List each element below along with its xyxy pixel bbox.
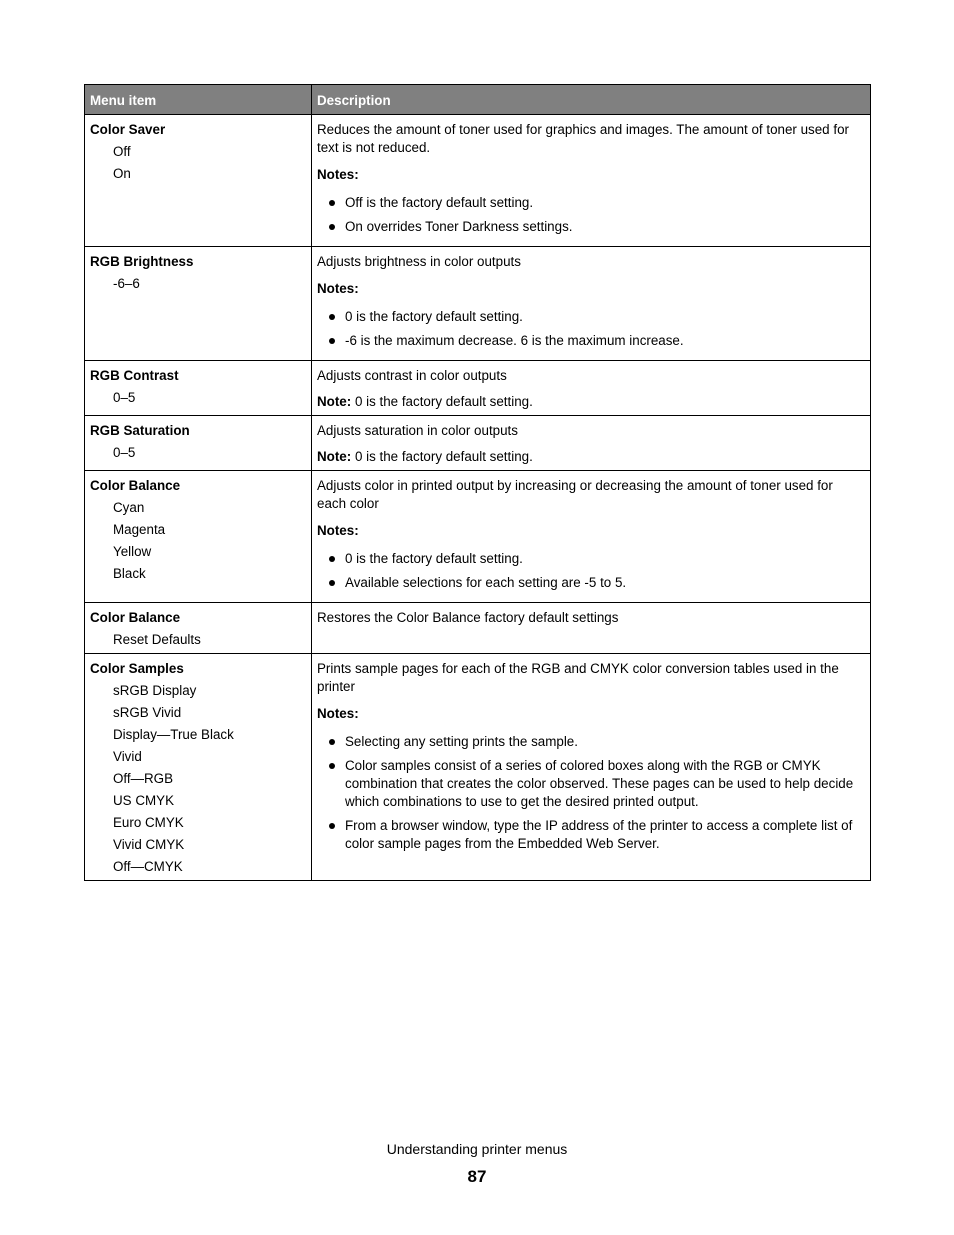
- menu-item-title: Color Saver: [90, 122, 166, 137]
- description-cell: [312, 416, 871, 471]
- description-cell: [312, 471, 871, 603]
- menu-item-title: Color Samples: [90, 661, 184, 676]
- footer-section-title: Understanding printer menus: [386, 1141, 568, 1157]
- menu-item-option: US CMYK: [113, 793, 175, 808]
- menu-item-title: RGB Contrast: [90, 368, 179, 383]
- bullet-dot-icon: [329, 580, 335, 586]
- menu-item-option: Magenta: [113, 522, 166, 537]
- menu-item-cell: [85, 471, 312, 603]
- description-text: Prints sample pages for each of the RGB and CMYK color conversion tables used in the printer: [317, 661, 839, 694]
- description-text: Adjusts contrast in color outputs: [317, 368, 507, 383]
- menu-item-option: Off—CMYK: [113, 859, 183, 874]
- note-text: Selecting any setting prints the sample.: [345, 734, 578, 749]
- menu-item-title: Color Balance: [90, 478, 181, 493]
- description-text: Reduces the amount of toner used for graphics and images. The amount of toner used for text is not reduced.: [317, 122, 849, 155]
- menu-item-cell: [85, 654, 312, 881]
- table-row: [85, 654, 871, 881]
- notes-list: [317, 194, 865, 236]
- menu-item-option: Vivid CMYK: [113, 837, 185, 852]
- menu-item-title: Color Balance: [90, 610, 181, 625]
- menu-item-title: RGB Saturation: [90, 423, 190, 438]
- description-cell: [312, 361, 871, 416]
- notes-list: [317, 733, 865, 853]
- header-menu-item: Menu item: [85, 85, 312, 115]
- menu-item-cell: [85, 115, 312, 247]
- note-inline: [317, 393, 865, 411]
- description-text: Restores the Color Balance factory default settings: [317, 610, 619, 625]
- note-text: Color samples consist of a series of colored boxes along with the RGB or CMYK combination that creates the color observed. These pages can be used to help decide which combinations to use to get the desired printed output.: [345, 758, 854, 809]
- description-text: Adjusts brightness in color outputs: [317, 254, 521, 269]
- description-cell: [312, 247, 871, 361]
- menu-item-option: Reset Defaults: [113, 632, 201, 647]
- bullet-dot-icon: [329, 200, 335, 206]
- bullet-dot-icon: [329, 823, 335, 829]
- note-inline: [317, 448, 865, 466]
- notes-list: [317, 550, 865, 592]
- menu-item-cell: [85, 416, 312, 471]
- bullet-dot-icon: [329, 338, 335, 344]
- menu-item-option: sRGB Display: [113, 683, 197, 698]
- note-text: 0 is the factory default setting.: [351, 449, 533, 464]
- note-label: Note:: [317, 449, 352, 464]
- menu-table: [84, 84, 871, 881]
- bullet-dot-icon: [329, 763, 335, 769]
- note-text: 0 is the factory default setting.: [351, 394, 533, 409]
- menu-item-option: Display—True Black: [113, 727, 234, 742]
- description-cell: [312, 115, 871, 247]
- note-text: Off is the factory default setting.: [345, 195, 534, 210]
- bullet-dot-icon: [329, 314, 335, 320]
- note-bullet: [317, 757, 865, 811]
- menu-item-option: Off—RGB: [113, 771, 174, 786]
- notes-list: [317, 308, 865, 350]
- table-row: [85, 115, 871, 247]
- table-row: [85, 603, 871, 654]
- menu-item-option: Black: [113, 566, 146, 581]
- menu-item-option: Euro CMYK: [113, 815, 184, 830]
- menu-item-option: On: [113, 166, 131, 181]
- note-bullet: [317, 550, 865, 568]
- table-row: [85, 247, 871, 361]
- table-row: [85, 416, 871, 471]
- note-text: -6 is the maximum decrease. 6 is the maximum increase.: [345, 333, 684, 348]
- menu-item-option: sRGB Vivid: [113, 705, 182, 720]
- bullet-dot-icon: [329, 224, 335, 230]
- bullet-dot-icon: [329, 739, 335, 745]
- menu-item-option: Cyan: [113, 500, 145, 515]
- notes-label: Notes:: [317, 523, 359, 538]
- menu-item-cell: [85, 247, 312, 361]
- menu-item-option: 0–5: [113, 390, 136, 405]
- note-bullet: [317, 817, 865, 853]
- note-text: Available selections for each setting are -5 to 5.: [345, 575, 627, 590]
- note-text: From a browser window, type the IP address of the printer to access a complete list of color sample pages from the Embedded Web Server.: [345, 818, 853, 851]
- notes-label: Notes:: [317, 281, 359, 296]
- note-bullet: [317, 574, 865, 592]
- bullet-dot-icon: [329, 556, 335, 562]
- note-bullet: [317, 308, 865, 326]
- note-bullet: [317, 733, 865, 751]
- page-number: 87: [467, 1167, 487, 1186]
- menu-item-option: 0–5: [113, 445, 136, 460]
- menu-item-option: Off: [113, 144, 131, 159]
- note-text: 0 is the factory default setting.: [345, 551, 523, 566]
- description-text: Adjusts color in printed output by increasing or decreasing the amount of toner used for each color: [317, 478, 833, 511]
- description-cell: [312, 603, 871, 654]
- table-row: [85, 471, 871, 603]
- note-text: 0 is the factory default setting.: [345, 309, 523, 324]
- note-label: Note:: [317, 394, 352, 409]
- note-bullet: [317, 332, 865, 350]
- table-row: [85, 361, 871, 416]
- note-bullet: [317, 194, 865, 212]
- menu-item-option: -6–6: [113, 276, 140, 291]
- menu-item-title: RGB Brightness: [90, 254, 194, 269]
- menu-item-option: Yellow: [113, 544, 152, 559]
- note-text: On overrides Toner Darkness settings.: [345, 219, 573, 234]
- description-text: Adjusts saturation in color outputs: [317, 423, 518, 438]
- note-bullet: [317, 218, 865, 236]
- menu-item-cell: [85, 603, 312, 654]
- menu-item-cell: [85, 361, 312, 416]
- header-description: Description: [312, 85, 871, 115]
- menu-item-option: Vivid: [113, 749, 142, 764]
- table-header-row: [85, 85, 871, 115]
- description-cell: [312, 654, 871, 881]
- notes-label: Notes:: [317, 167, 359, 182]
- notes-label: Notes:: [317, 706, 359, 721]
